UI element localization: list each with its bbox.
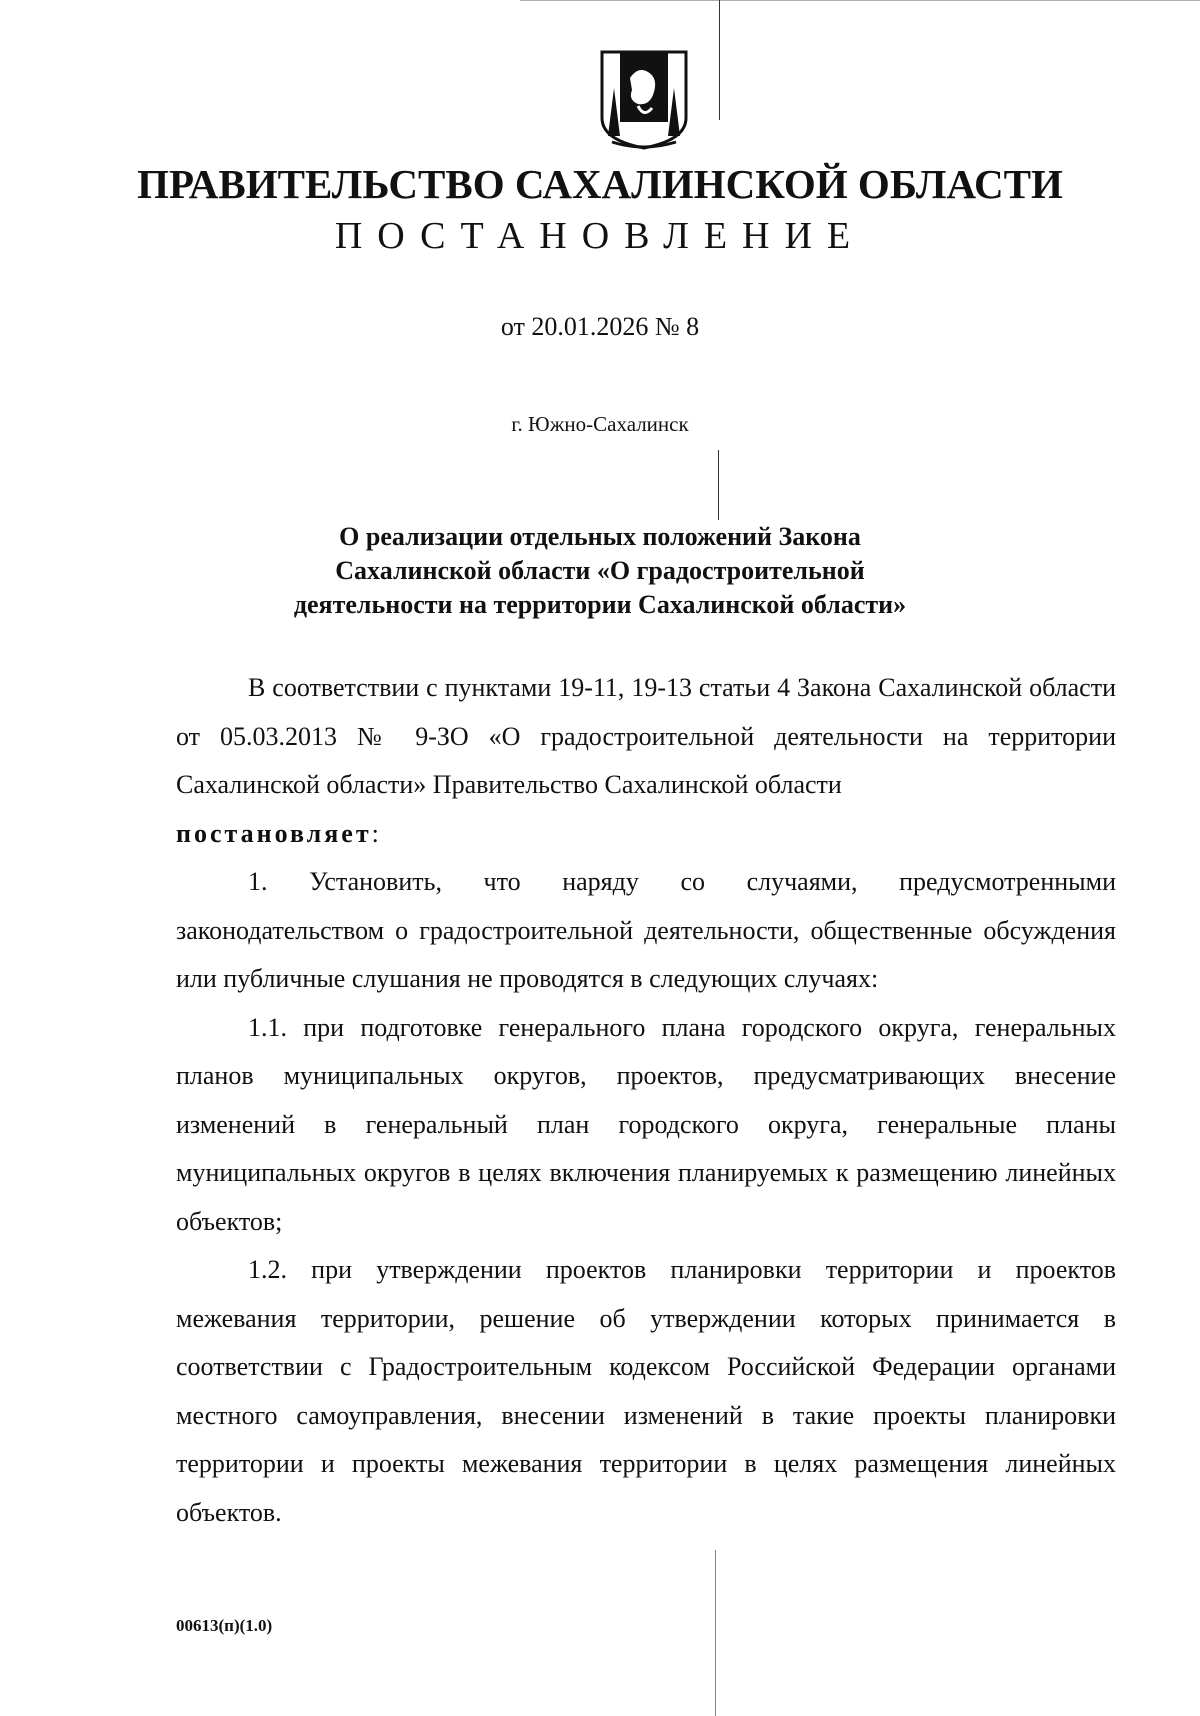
resolves-paragraph (176, 810, 1116, 859)
organization-title: ПРАВИТЕЛЬСТВО САХАЛИНСКОЙ ОБЛАСТИ (137, 161, 1063, 207)
scan-artifact-line (719, 0, 720, 120)
item-1: 1. Установить, что наряду со случаями, предусмотренными законодательством о градостроительной деятельности, общественные обсуждения или публичные слушания не проводятся в следующих случаях: (176, 867, 1116, 993)
item-1-2: 1.2. при утверждении проектов планировки территории и проектов межевания территории, решение об утверждении которых принимается в соответствии с Градостроительным кодексом Российской Федерации органами местного самоуправления, внесении изменений в такие проекты планировки территории и проекты межевания территории в целях размещения линейных объектов. (176, 1255, 1116, 1527)
coat-of-arms-icon (598, 48, 690, 150)
scan-artifact-line (520, 0, 1200, 1)
preamble-paragraph (176, 664, 1116, 810)
scan-artifact-line (715, 1550, 716, 1716)
subject-line: О реализации отдельных положений Закона (339, 522, 861, 551)
item-1-1: 1.1. при подготовке генерального плана городского округа, генеральных планов муниципальных округов, проектов, предусматривающих внесение изменений в генеральный план городского округа, генеральные планы муниципальных округов в целях включения планируемых к размещению линейных объектов; (176, 1012, 1116, 1236)
form-code: 00613(п)(1.0) (176, 1616, 273, 1635)
resolves-word: постановляет (176, 818, 372, 848)
subject-line: деятельности на территории Сахалинской области» (293, 590, 907, 619)
date-and-number: от 20.01.2026 № 8 (500, 312, 700, 341)
city: г. Южно-Сахалинск (511, 412, 689, 436)
document-body (176, 664, 1116, 1537)
document-type: ПОСТАНОВЛЕНИЕ (334, 215, 866, 257)
subject-line: Сахалинской области «О градостроительной (335, 556, 865, 585)
preamble-text: В соответствии с пунктами 19-11, 19-13 статьи 4 Закона Сахалинской области от 05.03.2013 № 9-ЗО «О градостроительной деятельности на территории Сахалинской области» Правительство Сахалинской области (176, 673, 1116, 799)
document-subject (0, 520, 1200, 622)
resolves-colon: : (371, 818, 379, 848)
scan-artifact-line (718, 450, 719, 520)
